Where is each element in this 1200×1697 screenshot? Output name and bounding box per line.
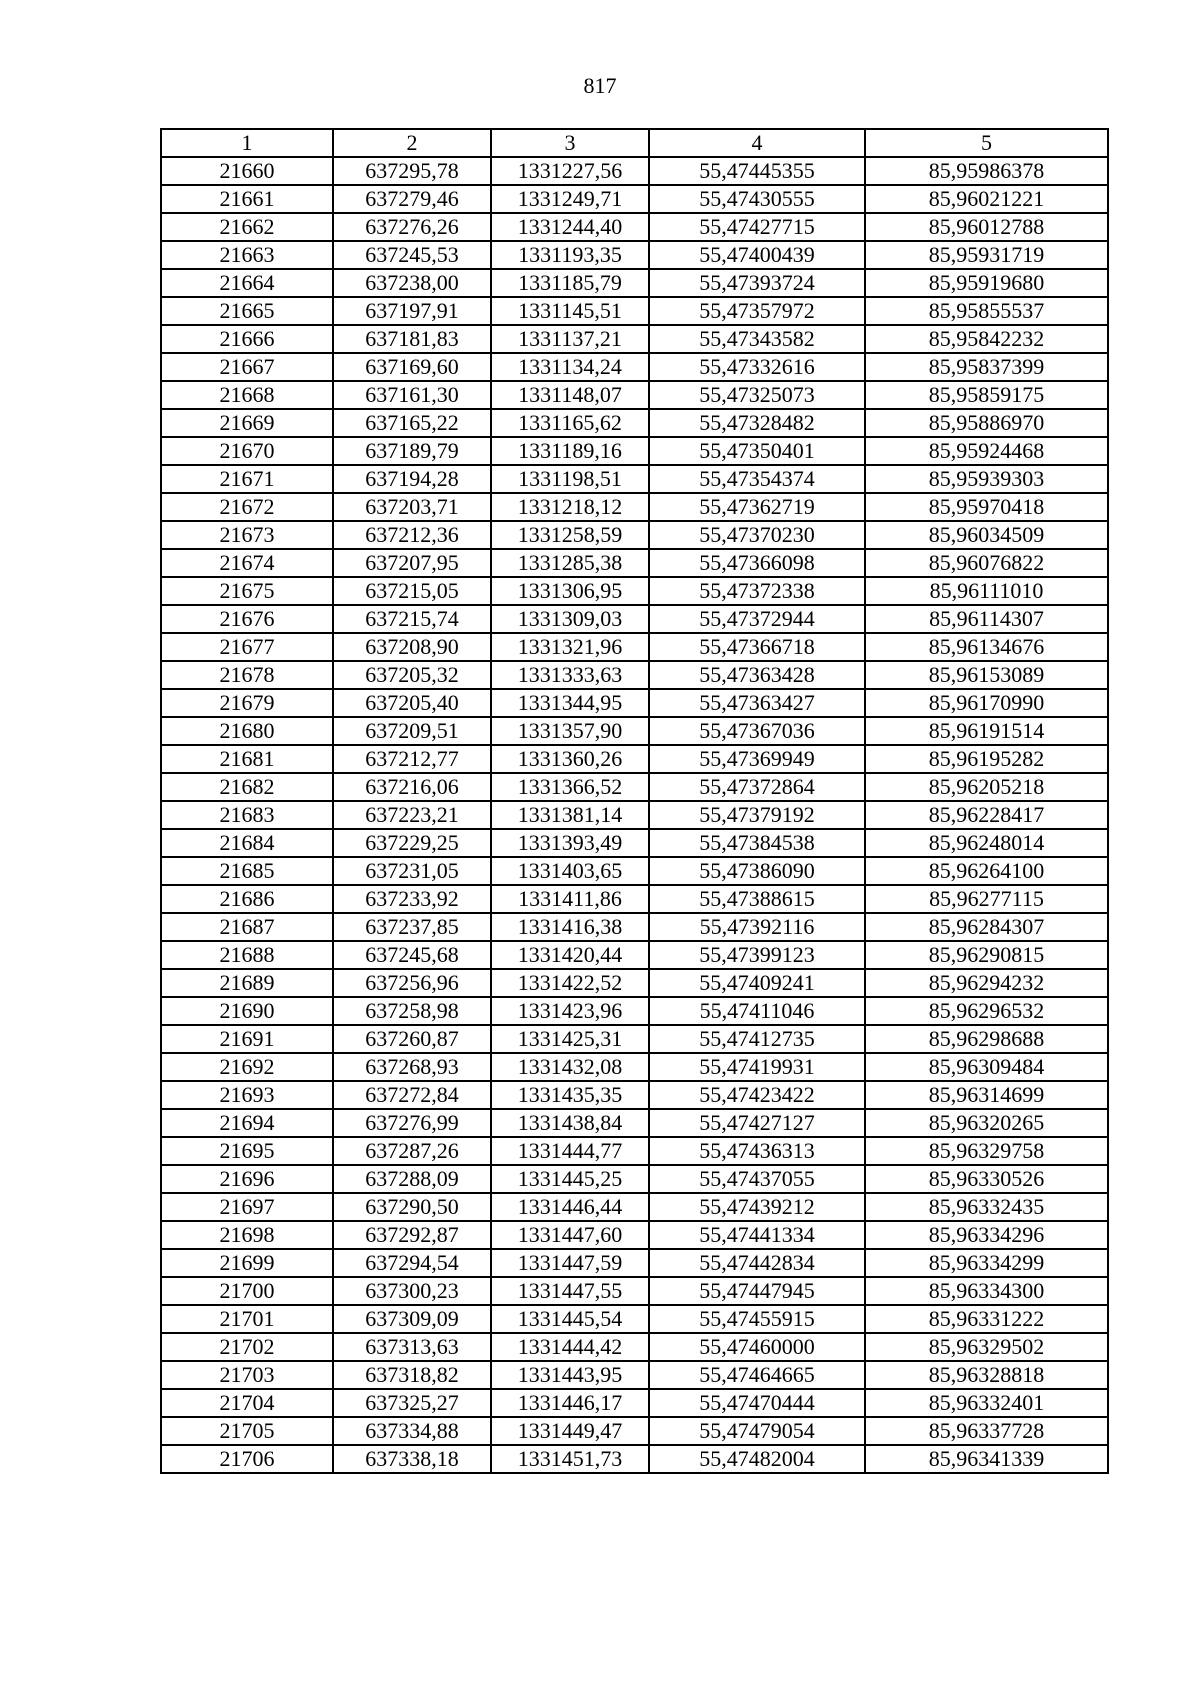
longitude-cell: 85,96170990 (865, 689, 1108, 717)
latitude-cell: 55,47386090 (649, 857, 865, 885)
x-coordinate-cell: 637233,92 (333, 885, 491, 913)
latitude-cell: 55,47455915 (649, 1305, 865, 1333)
y-coordinate-cell: 1331435,35 (491, 1081, 649, 1109)
x-coordinate-cell: 637231,05 (333, 857, 491, 885)
y-coordinate-cell: 1331198,51 (491, 465, 649, 493)
latitude-cell: 55,47409241 (649, 969, 865, 997)
point-number-cell: 21671 (161, 465, 333, 493)
table-row (161, 1025, 1108, 1053)
longitude-cell: 85,96134676 (865, 633, 1108, 661)
x-coordinate-cell: 637338,18 (333, 1445, 491, 1473)
y-coordinate-cell: 1331137,21 (491, 325, 649, 353)
x-coordinate-cell: 637276,26 (333, 213, 491, 241)
column-header-5: 5 (865, 129, 1108, 157)
table-row (161, 465, 1108, 493)
x-coordinate-cell: 637258,98 (333, 997, 491, 1025)
longitude-cell: 85,95986378 (865, 157, 1108, 185)
latitude-cell: 55,47350401 (649, 437, 865, 465)
x-coordinate-cell: 637309,09 (333, 1305, 491, 1333)
y-coordinate-cell: 1331451,73 (491, 1445, 649, 1473)
latitude-cell: 55,47372944 (649, 605, 865, 633)
table-row (161, 577, 1108, 605)
table-row (161, 1221, 1108, 1249)
y-coordinate-cell: 1331411,86 (491, 885, 649, 913)
point-number-cell: 21690 (161, 997, 333, 1025)
point-number-cell: 21699 (161, 1249, 333, 1277)
point-number-cell: 21676 (161, 605, 333, 633)
longitude-cell: 85,96228417 (865, 801, 1108, 829)
point-number-cell: 21668 (161, 381, 333, 409)
latitude-cell: 55,47445355 (649, 157, 865, 185)
point-number-cell: 21694 (161, 1109, 333, 1137)
table-row (161, 493, 1108, 521)
table-row (161, 269, 1108, 297)
y-coordinate-cell: 1331357,90 (491, 717, 649, 745)
longitude-cell: 85,96309484 (865, 1053, 1108, 1081)
latitude-cell: 55,47363428 (649, 661, 865, 689)
longitude-cell: 85,96329758 (865, 1137, 1108, 1165)
y-coordinate-cell: 1331438,84 (491, 1109, 649, 1137)
y-coordinate-cell: 1331422,52 (491, 969, 649, 997)
longitude-cell: 85,96332401 (865, 1389, 1108, 1417)
longitude-cell: 85,95924468 (865, 437, 1108, 465)
latitude-cell: 55,47379192 (649, 801, 865, 829)
point-number-cell: 21672 (161, 493, 333, 521)
x-coordinate-cell: 637223,21 (333, 801, 491, 829)
table-row (161, 633, 1108, 661)
table-row (161, 1333, 1108, 1361)
point-number-cell: 21703 (161, 1361, 333, 1389)
latitude-cell: 55,47430555 (649, 185, 865, 213)
point-number-cell: 21701 (161, 1305, 333, 1333)
point-number-cell: 21667 (161, 353, 333, 381)
longitude-cell: 85,96314699 (865, 1081, 1108, 1109)
y-coordinate-cell: 1331447,59 (491, 1249, 649, 1277)
x-coordinate-cell: 637189,79 (333, 437, 491, 465)
x-coordinate-cell: 637295,78 (333, 157, 491, 185)
latitude-cell: 55,47482004 (649, 1445, 865, 1473)
table-row (161, 941, 1108, 969)
longitude-cell: 85,95919680 (865, 269, 1108, 297)
table-row (161, 157, 1108, 185)
y-coordinate-cell: 1331333,63 (491, 661, 649, 689)
point-number-cell: 21706 (161, 1445, 333, 1473)
x-coordinate-cell: 637290,50 (333, 1193, 491, 1221)
table-row (161, 717, 1108, 745)
x-coordinate-cell: 637212,77 (333, 745, 491, 773)
column-header-2: 2 (333, 129, 491, 157)
y-coordinate-cell: 1331393,49 (491, 829, 649, 857)
point-number-cell: 21683 (161, 801, 333, 829)
point-number-cell: 21678 (161, 661, 333, 689)
table-row (161, 1165, 1108, 1193)
longitude-cell: 85,96191514 (865, 717, 1108, 745)
table-row (161, 885, 1108, 913)
table-row (161, 437, 1108, 465)
y-coordinate-cell: 1331366,52 (491, 773, 649, 801)
point-number-cell: 21696 (161, 1165, 333, 1193)
latitude-cell: 55,47332616 (649, 353, 865, 381)
y-coordinate-cell: 1331445,54 (491, 1305, 649, 1333)
x-coordinate-cell: 637313,63 (333, 1333, 491, 1361)
latitude-cell: 55,47447945 (649, 1277, 865, 1305)
table-row (161, 605, 1108, 633)
latitude-cell: 55,47427715 (649, 213, 865, 241)
point-number-cell: 21700 (161, 1277, 333, 1305)
latitude-cell: 55,47442834 (649, 1249, 865, 1277)
x-coordinate-cell: 637181,83 (333, 325, 491, 353)
y-coordinate-cell: 1331321,96 (491, 633, 649, 661)
point-number-cell: 21689 (161, 969, 333, 997)
y-coordinate-cell: 1331381,14 (491, 801, 649, 829)
table-row (161, 409, 1108, 437)
latitude-cell: 55,47470444 (649, 1389, 865, 1417)
point-number-cell: 21661 (161, 185, 333, 213)
header-row (161, 129, 1108, 157)
longitude-cell: 85,96290815 (865, 941, 1108, 969)
point-number-cell: 21663 (161, 241, 333, 269)
column-header-3: 3 (491, 129, 649, 157)
x-coordinate-cell: 637205,40 (333, 689, 491, 717)
table-row (161, 325, 1108, 353)
y-coordinate-cell: 1331134,24 (491, 353, 649, 381)
table-row (161, 1305, 1108, 1333)
x-coordinate-cell: 637268,93 (333, 1053, 491, 1081)
latitude-cell: 55,47362719 (649, 493, 865, 521)
y-coordinate-cell: 1331403,65 (491, 857, 649, 885)
table-row (161, 381, 1108, 409)
point-number-cell: 21698 (161, 1221, 333, 1249)
latitude-cell: 55,47419931 (649, 1053, 865, 1081)
table-row (161, 1277, 1108, 1305)
latitude-cell: 55,47399123 (649, 941, 865, 969)
x-coordinate-cell: 637212,36 (333, 521, 491, 549)
y-coordinate-cell: 1331185,79 (491, 269, 649, 297)
table-row (161, 549, 1108, 577)
point-number-cell: 21664 (161, 269, 333, 297)
latitude-cell: 55,47464665 (649, 1361, 865, 1389)
y-coordinate-cell: 1331344,95 (491, 689, 649, 717)
column-header-4: 4 (649, 129, 865, 157)
y-coordinate-cell: 1331258,59 (491, 521, 649, 549)
x-coordinate-cell: 637165,22 (333, 409, 491, 437)
page-number: 817 (583, 73, 617, 98)
latitude-cell: 55,47388615 (649, 885, 865, 913)
latitude-cell: 55,47437055 (649, 1165, 865, 1193)
point-number-cell: 21662 (161, 213, 333, 241)
x-coordinate-cell: 637215,05 (333, 577, 491, 605)
point-number-cell: 21693 (161, 1081, 333, 1109)
latitude-cell: 55,47366098 (649, 549, 865, 577)
latitude-cell: 55,47441334 (649, 1221, 865, 1249)
x-coordinate-cell: 637237,85 (333, 913, 491, 941)
x-coordinate-cell: 637245,53 (333, 241, 491, 269)
y-coordinate-cell: 1331165,62 (491, 409, 649, 437)
y-coordinate-cell: 1331443,95 (491, 1361, 649, 1389)
point-number-cell: 21670 (161, 437, 333, 465)
y-coordinate-cell: 1331445,25 (491, 1165, 649, 1193)
y-coordinate-cell: 1331416,38 (491, 913, 649, 941)
table-row (161, 1389, 1108, 1417)
latitude-cell: 55,47354374 (649, 465, 865, 493)
y-coordinate-cell: 1331244,40 (491, 213, 649, 241)
longitude-cell: 85,96331222 (865, 1305, 1108, 1333)
latitude-cell: 55,47357972 (649, 297, 865, 325)
x-coordinate-cell: 637256,96 (333, 969, 491, 997)
y-coordinate-cell: 1331446,44 (491, 1193, 649, 1221)
x-coordinate-cell: 637238,00 (333, 269, 491, 297)
x-coordinate-cell: 637334,88 (333, 1417, 491, 1445)
longitude-cell: 85,96328818 (865, 1361, 1108, 1389)
latitude-cell: 55,47436313 (649, 1137, 865, 1165)
latitude-cell: 55,47423422 (649, 1081, 865, 1109)
table-row (161, 1137, 1108, 1165)
point-number-cell: 21686 (161, 885, 333, 913)
longitude-cell: 85,96334299 (865, 1249, 1108, 1277)
longitude-cell: 85,96076822 (865, 549, 1108, 577)
longitude-cell: 85,96248014 (865, 829, 1108, 857)
latitude-cell: 55,47366718 (649, 633, 865, 661)
point-number-cell: 21675 (161, 577, 333, 605)
latitude-cell: 55,47370230 (649, 521, 865, 549)
latitude-cell: 55,47439212 (649, 1193, 865, 1221)
longitude-cell: 85,95837399 (865, 353, 1108, 381)
longitude-cell: 85,95931719 (865, 241, 1108, 269)
longitude-cell: 85,96012788 (865, 213, 1108, 241)
longitude-cell: 85,96332435 (865, 1193, 1108, 1221)
longitude-cell: 85,96284307 (865, 913, 1108, 941)
latitude-cell: 55,47372338 (649, 577, 865, 605)
latitude-cell: 55,47363427 (649, 689, 865, 717)
y-coordinate-cell: 1331444,77 (491, 1137, 649, 1165)
longitude-cell: 85,95939303 (865, 465, 1108, 493)
point-number-cell: 21679 (161, 689, 333, 717)
longitude-cell: 85,96195282 (865, 745, 1108, 773)
table-row (161, 213, 1108, 241)
latitude-cell: 55,47372864 (649, 773, 865, 801)
longitude-cell: 85,95842232 (865, 325, 1108, 353)
latitude-cell: 55,47343582 (649, 325, 865, 353)
y-coordinate-cell: 1331193,35 (491, 241, 649, 269)
table-row (161, 297, 1108, 325)
table-row (161, 913, 1108, 941)
x-coordinate-cell: 637300,23 (333, 1277, 491, 1305)
point-number-cell: 21666 (161, 325, 333, 353)
longitude-cell: 85,96296532 (865, 997, 1108, 1025)
coordinates-table (160, 128, 1109, 1474)
latitude-cell: 55,47411046 (649, 997, 865, 1025)
y-coordinate-cell: 1331425,31 (491, 1025, 649, 1053)
latitude-cell: 55,47369949 (649, 745, 865, 773)
point-number-cell: 21685 (161, 857, 333, 885)
point-number-cell: 21688 (161, 941, 333, 969)
x-coordinate-cell: 637245,68 (333, 941, 491, 969)
table-row (161, 1249, 1108, 1277)
longitude-cell: 85,96298688 (865, 1025, 1108, 1053)
y-coordinate-cell: 1331449,47 (491, 1417, 649, 1445)
point-number-cell: 21705 (161, 1417, 333, 1445)
latitude-cell: 55,47412735 (649, 1025, 865, 1053)
table-row (161, 997, 1108, 1025)
x-coordinate-cell: 637292,87 (333, 1221, 491, 1249)
y-coordinate-cell: 1331148,07 (491, 381, 649, 409)
point-number-cell: 21687 (161, 913, 333, 941)
x-coordinate-cell: 637161,30 (333, 381, 491, 409)
longitude-cell: 85,96264100 (865, 857, 1108, 885)
longitude-cell: 85,95970418 (865, 493, 1108, 521)
point-number-cell: 21674 (161, 549, 333, 577)
y-coordinate-cell: 1331444,42 (491, 1333, 649, 1361)
x-coordinate-cell: 637207,95 (333, 549, 491, 577)
table-row (161, 241, 1108, 269)
x-coordinate-cell: 637209,51 (333, 717, 491, 745)
y-coordinate-cell: 1331446,17 (491, 1389, 649, 1417)
y-coordinate-cell: 1331189,16 (491, 437, 649, 465)
y-coordinate-cell: 1331145,51 (491, 297, 649, 325)
point-number-cell: 21680 (161, 717, 333, 745)
y-coordinate-cell: 1331360,26 (491, 745, 649, 773)
latitude-cell: 55,47427127 (649, 1109, 865, 1137)
table-row (161, 353, 1108, 381)
table-header (161, 129, 1108, 157)
x-coordinate-cell: 637260,87 (333, 1025, 491, 1053)
point-number-cell: 21682 (161, 773, 333, 801)
longitude-cell: 85,96277115 (865, 885, 1108, 913)
latitude-cell: 55,47479054 (649, 1417, 865, 1445)
point-number-cell: 21684 (161, 829, 333, 857)
table-row (161, 773, 1108, 801)
latitude-cell: 55,47325073 (649, 381, 865, 409)
point-number-cell: 21677 (161, 633, 333, 661)
y-coordinate-cell: 1331432,08 (491, 1053, 649, 1081)
longitude-cell: 85,96021221 (865, 185, 1108, 213)
longitude-cell: 85,96334300 (865, 1277, 1108, 1305)
y-coordinate-cell: 1331309,03 (491, 605, 649, 633)
table-row (161, 185, 1108, 213)
point-number-cell: 21665 (161, 297, 333, 325)
longitude-cell: 85,96320265 (865, 1109, 1108, 1137)
longitude-cell: 85,96111010 (865, 577, 1108, 605)
point-number-cell: 21697 (161, 1193, 333, 1221)
latitude-cell: 55,47384538 (649, 829, 865, 857)
table-row (161, 1417, 1108, 1445)
point-number-cell: 21692 (161, 1053, 333, 1081)
table-row (161, 1361, 1108, 1389)
point-number-cell: 21669 (161, 409, 333, 437)
latitude-cell: 55,47460000 (649, 1333, 865, 1361)
table-row (161, 829, 1108, 857)
table-row (161, 1445, 1108, 1473)
longitude-cell: 85,96153089 (865, 661, 1108, 689)
table-row (161, 1081, 1108, 1109)
point-number-cell: 21691 (161, 1025, 333, 1053)
latitude-cell: 55,47393724 (649, 269, 865, 297)
x-coordinate-cell: 637205,32 (333, 661, 491, 689)
point-number-cell: 21702 (161, 1333, 333, 1361)
point-number-cell: 21704 (161, 1389, 333, 1417)
longitude-cell: 85,96205218 (865, 773, 1108, 801)
x-coordinate-cell: 637169,60 (333, 353, 491, 381)
column-header-1: 1 (161, 129, 333, 157)
x-coordinate-cell: 637216,06 (333, 773, 491, 801)
table-body (161, 157, 1108, 1473)
x-coordinate-cell: 637276,99 (333, 1109, 491, 1137)
x-coordinate-cell: 637288,09 (333, 1165, 491, 1193)
longitude-cell: 85,96341339 (865, 1445, 1108, 1473)
y-coordinate-cell: 1331218,12 (491, 493, 649, 521)
table-row (161, 857, 1108, 885)
latitude-cell: 55,47367036 (649, 717, 865, 745)
x-coordinate-cell: 637229,25 (333, 829, 491, 857)
table-row (161, 1193, 1108, 1221)
table-row (161, 969, 1108, 997)
latitude-cell: 55,47392116 (649, 913, 865, 941)
longitude-cell: 85,96114307 (865, 605, 1108, 633)
x-coordinate-cell: 637203,71 (333, 493, 491, 521)
longitude-cell: 85,96329502 (865, 1333, 1108, 1361)
longitude-cell: 85,95855537 (865, 297, 1108, 325)
table-row (161, 1109, 1108, 1137)
point-number-cell: 21660 (161, 157, 333, 185)
y-coordinate-cell: 1331306,95 (491, 577, 649, 605)
y-coordinate-cell: 1331285,38 (491, 549, 649, 577)
x-coordinate-cell: 637197,91 (333, 297, 491, 325)
y-coordinate-cell: 1331423,96 (491, 997, 649, 1025)
x-coordinate-cell: 637279,46 (333, 185, 491, 213)
longitude-cell: 85,95859175 (865, 381, 1108, 409)
longitude-cell: 85,96294232 (865, 969, 1108, 997)
y-coordinate-cell: 1331420,44 (491, 941, 649, 969)
table-row (161, 801, 1108, 829)
y-coordinate-cell: 1331227,56 (491, 157, 649, 185)
x-coordinate-cell: 637318,82 (333, 1361, 491, 1389)
x-coordinate-cell: 637325,27 (333, 1389, 491, 1417)
table-row (161, 745, 1108, 773)
x-coordinate-cell: 637194,28 (333, 465, 491, 493)
x-coordinate-cell: 637215,74 (333, 605, 491, 633)
longitude-cell: 85,96034509 (865, 521, 1108, 549)
longitude-cell: 85,96334296 (865, 1221, 1108, 1249)
longitude-cell: 85,96337728 (865, 1417, 1108, 1445)
latitude-cell: 55,47328482 (649, 409, 865, 437)
x-coordinate-cell: 637272,84 (333, 1081, 491, 1109)
latitude-cell: 55,47400439 (649, 241, 865, 269)
x-coordinate-cell: 637294,54 (333, 1249, 491, 1277)
longitude-cell: 85,96330526 (865, 1165, 1108, 1193)
y-coordinate-cell: 1331447,55 (491, 1277, 649, 1305)
point-number-cell: 21673 (161, 521, 333, 549)
longitude-cell: 85,95886970 (865, 409, 1108, 437)
table-row (161, 661, 1108, 689)
y-coordinate-cell: 1331447,60 (491, 1221, 649, 1249)
point-number-cell: 21681 (161, 745, 333, 773)
table-row (161, 689, 1108, 717)
x-coordinate-cell: 637208,90 (333, 633, 491, 661)
point-number-cell: 21695 (161, 1137, 333, 1165)
table-row (161, 521, 1108, 549)
y-coordinate-cell: 1331249,71 (491, 185, 649, 213)
x-coordinate-cell: 637287,26 (333, 1137, 491, 1165)
table-row (161, 1053, 1108, 1081)
